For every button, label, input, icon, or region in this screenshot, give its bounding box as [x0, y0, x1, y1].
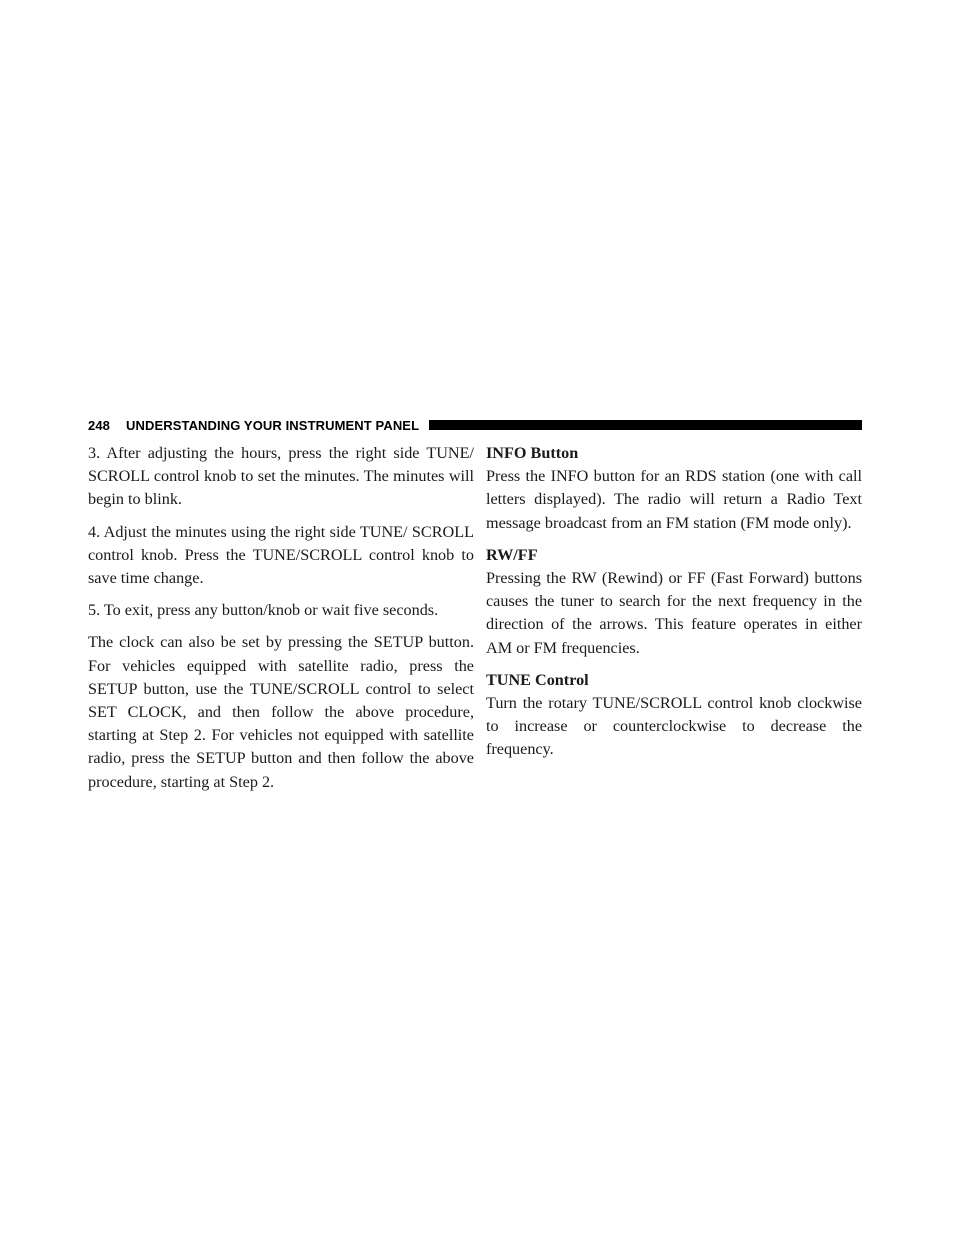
section-title: UNDERSTANDING YOUR INSTRUMENT PANEL [126, 417, 420, 433]
setup-clock-paragraph: The clock can also be set by pressing the SETUP button. For vehicles equipped with satellite radio, press the SETUP button, use the TUNE/SCROLL control to select SET CLOCK, and then follow the above procedure, starting at Step 2. For vehicles not equipped with satellite radio, press the SETUP button and then follow the above procedure, starting at Step 2. [88, 633, 474, 791]
info-button-heading: INFO Button [486, 444, 579, 462]
info-button-body: Press the INFO button for an RDS station (one with call letters displayed). The radio will return a Radio Text message broadcast from an FM station (FM mode only). [486, 467, 862, 532]
info-button-section [486, 442, 862, 535]
tune-control-body: Turn the rotary TUNE/SCROLL control knob clockwise to increase or counterclockwise to decrease the frequency. [486, 694, 862, 759]
step-3-paragraph: 3. After adjusting the hours, press the right side TUNE/ SCROLL control knob to set the minutes. The minutes will begin to blink. [88, 444, 474, 509]
page-header [88, 418, 862, 432]
header-rule [429, 420, 862, 430]
tune-control-heading: TUNE Control [486, 670, 589, 689]
rw-ff-body: Pressing the RW (Rewind) or FF (Fast Forward) buttons causes the tuner to search for the next frequency in the direction of the arrows. This feature operates in either AM or FM frequencies. [486, 569, 862, 657]
left-column [88, 442, 474, 803]
right-column [486, 442, 862, 771]
rw-ff-heading: RW/FF [486, 545, 538, 564]
step-4-paragraph: 4. Adjust the minutes using the right side TUNE/ SCROLL control knob. Press the TUNE/SCROLL control knob to save time change. [88, 522, 474, 588]
page-number: 248 [88, 417, 110, 433]
tune-control-section [486, 669, 862, 762]
rw-ff-section [486, 544, 862, 660]
step-5-paragraph: 5. To exit, press any button/knob or wait five seconds. [88, 601, 439, 620]
